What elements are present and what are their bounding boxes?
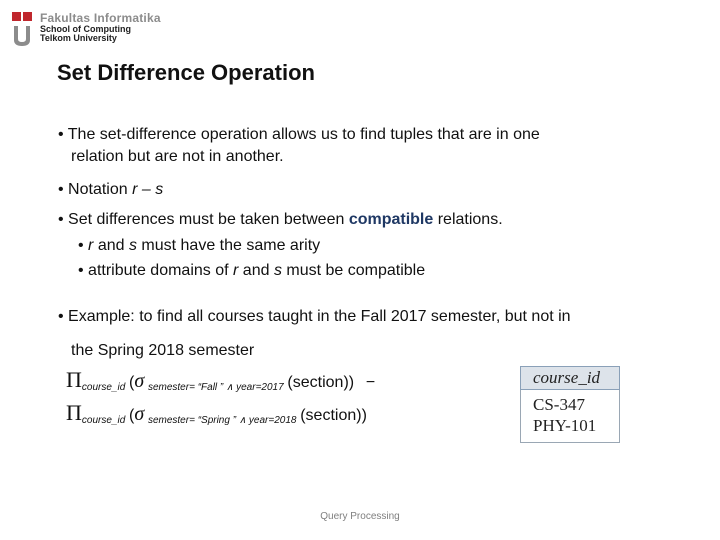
selection-subscript: semester= “Spring ” ∧ year=2018 <box>147 415 297 426</box>
bullet-dot: • <box>58 181 69 198</box>
telkom-logo-icon <box>12 12 34 48</box>
var-s: s <box>273 262 282 279</box>
bullet-dot: • <box>58 126 68 143</box>
bullet-definition-text: The set-difference operation allows us to find tuples that are in one <box>67 126 540 143</box>
table-row: CS-347 <box>533 395 585 414</box>
university-logo <box>12 12 161 48</box>
var-s: s <box>128 237 137 254</box>
logo-subtitle-1: School of Computing <box>40 23 131 34</box>
bullet-compatibility <box>58 211 503 229</box>
relation-argument: (section)) <box>287 374 355 391</box>
result-table-body <box>520 390 620 443</box>
bullet-definition-cont: relation but are not in another. <box>71 148 284 165</box>
slide-footer: Query Processing <box>320 511 400 522</box>
bullet-dot: • <box>58 211 69 228</box>
bullet-example-cont: the Spring 2018 semester <box>71 342 255 359</box>
bullet-compat-suffix: relations. <box>433 211 503 228</box>
open-paren: ( <box>129 407 135 424</box>
bullet-notation-prefix: Notation <box>68 181 133 198</box>
var-r: r <box>88 237 94 254</box>
logo-title: Fakultas Informatika <box>40 11 161 25</box>
selection-symbol: σ <box>134 403 145 425</box>
bullet-example <box>58 300 678 368</box>
subbullet-arity-suffix: must have the same arity <box>136 237 321 254</box>
subbullet-domains-prefix: attribute domains of <box>88 262 234 279</box>
open-paren: ( <box>129 374 135 391</box>
subbullet-domains-and: and <box>238 262 274 279</box>
selection-subscript: semester= “Fall ” ∧ year=2017 <box>147 382 284 393</box>
bullet-compat-prefix: Set differences must be taken between <box>68 211 349 228</box>
var-r: r <box>233 262 239 279</box>
formula-line-1 <box>66 367 375 393</box>
relation-argument: (section)) <box>300 407 367 424</box>
projection-subscript: course_id <box>81 382 126 393</box>
bullet-example-text: Example: to find all courses taught in the Fall 2017 semester, but not in <box>68 308 571 325</box>
notation-expression: r – s <box>132 181 164 198</box>
bullet-dot: • <box>78 262 89 279</box>
result-table <box>520 366 620 443</box>
bullet-definition <box>58 124 668 168</box>
subbullet-arity-and: and <box>93 237 129 254</box>
logo-subtitle-2: Telkom University <box>40 33 117 44</box>
projection-symbol: Π <box>66 400 82 425</box>
projection-symbol: Π <box>66 367 82 392</box>
bullet-dot: • <box>78 237 89 254</box>
selection-symbol: σ <box>134 370 145 392</box>
compatible-keyword: compatible <box>348 211 434 228</box>
formula-line-2 <box>66 400 367 426</box>
table-row: PHY-101 <box>533 416 597 435</box>
subbullet-arity <box>78 237 320 255</box>
minus-operator: − <box>365 374 376 391</box>
subbullet-domains <box>78 262 425 280</box>
bullet-notation <box>58 181 163 199</box>
slide-title: Set Difference Operation <box>57 60 315 85</box>
projection-subscript: course_id <box>81 415 126 426</box>
bullet-dot: • <box>58 308 69 325</box>
subbullet-domains-suffix: must be compatible <box>281 262 426 279</box>
result-table-header: course_id <box>520 366 620 390</box>
